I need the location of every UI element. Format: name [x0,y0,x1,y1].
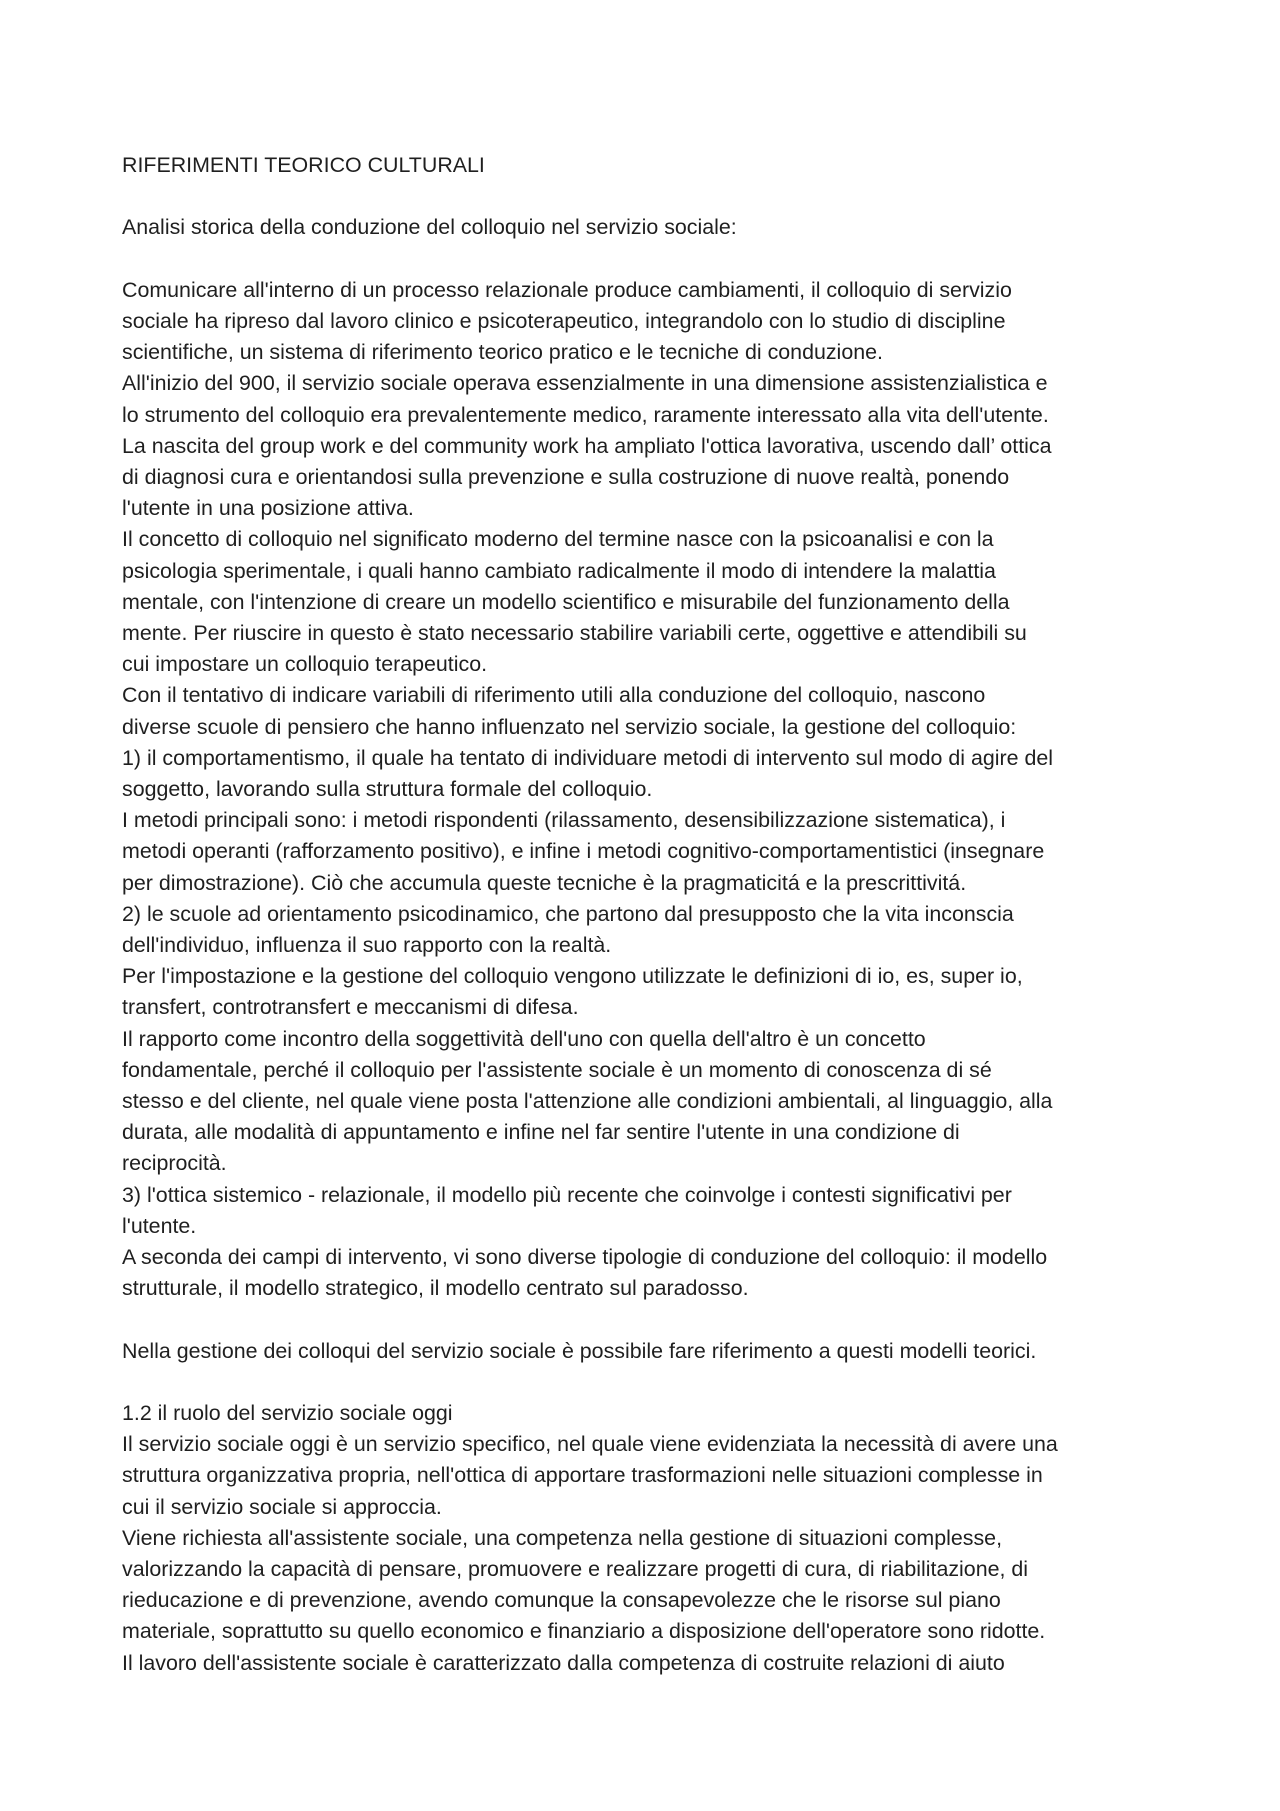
text-line: rieducazione e di prevenzione, avendo comunque la consapevolezze che le risorse sul piano [122,1588,1001,1613]
section-2-body [122,1429,1182,1679]
text-line: La nascita del group work e del community work ha ampliato l'ottica lavorativa, uscendo dall’ ottica [122,433,1052,458]
text-line: mentale, con l'intenzione di creare un modello scientifico e misurabile del funzionamento della [122,589,1010,614]
text-line: sociale ha ripreso dal lavoro clinico e psicoterapeutico, integrandolo con lo studio di discipline [122,308,1006,333]
text-line: Viene richiesta all'assistente sociale, una competenza nella gestione di situazioni complesse, [122,1525,1003,1550]
text-line: A seconda dei campi di intervento, vi sono diverse tipologie di conduzione del colloquio: il modello [122,1245,1048,1270]
spacer [122,181,1182,212]
text-line: stesso e del cliente, nel quale viene posta l'attenzione alle condizioni ambientali, al linguaggio, alla [122,1089,1053,1114]
text-line: Il servizio sociale oggi è un servizio specifico, nel quale viene evidenziata la necessità di avere una [122,1432,1058,1457]
text-line: metodi operanti (rafforzamento positivo), e infine i metodi cognitivo-comportamentistici (insegnare [122,839,1045,864]
text-line: Con il tentativo di indicare variabili di riferimento utili alla conduzione del colloquio, nascono [122,683,986,708]
text-line: per dimostrazione). Ciò che accumula queste tecniche è la pragmaticitá e la prescrittivitá. [122,870,967,895]
section-1-body [122,275,1182,1305]
text-line: 3) l'ottica sistemico - relazionale, il modello più recente che coinvolge i contesti significativi per [122,1182,1012,1207]
text-line: strutturale, il modello strategico, il modello centrato sul paradosso. [122,1276,749,1301]
document-title: RIFERIMENTI TEORICO CULTURALI [122,153,485,177]
summary-line: Nella gestione dei colloqui del servizio sociale è possibile fare riferimento a questi modelli teorici. [122,1338,1037,1363]
text-line: 2) le scuole ad orientamento psicodinamico, che partono dal presupposto che la vita inconscia [122,901,1014,926]
spacer [122,1367,1182,1398]
text-line: cui il servizio sociale si approccia. [122,1494,442,1519]
text-line: l'utente. [122,1213,197,1238]
text-line: scientifiche, un sistema di riferimento teorico pratico e le tecniche di conduzione. [122,340,883,365]
spacer [122,1304,1182,1335]
text-line: l'utente in una posizione attiva. [122,496,414,521]
text-line: diverse scuole di pensiero che hanno influenzato nel servizio sociale, la gestione del colloquio: [122,714,1017,739]
text-line: psicologia sperimentale, i quali hanno cambiato radicalmente il modo di intendere la malattia [122,558,996,583]
text-line: soggetto, lavorando sulla struttura formale del colloquio. [122,777,653,802]
text-line: Comunicare all'interno di un processo relazionale produce cambiamenti, il colloquio di servizio [122,277,1012,302]
text-line: transfert, controtransfert e meccanismi di difesa. [122,995,579,1020]
text-line: 1) il comportamentismo, il quale ha tentato di individuare metodi di intervento sul modo di agire del [122,745,1053,770]
text-line: lo strumento del colloquio era prevalentemente medico, raramente interessato alla vita dell'utente. [122,402,1049,427]
text-line: All'inizio del 900, il servizio sociale operava essenzialmente in una dimensione assistenzialistica e [122,371,1048,396]
text-line: Il lavoro dell'assistente sociale è caratterizzato dalla competenza di costruite relazioni di aiuto [122,1650,1005,1675]
text-line: I metodi principali sono: i metodi rispondenti (rilassamento, desensibilizzazione sistematica), i [122,808,1006,833]
document-subtitle: Analisi storica della conduzione del colloquio nel servizio sociale: [122,215,737,240]
document-body [122,150,1182,1679]
text-line: durata, alle modalità di appuntamento e infine nel far sentire l'utente in una condizione di [122,1120,960,1145]
text-line: Per l'impostazione e la gestione del colloquio vengono utilizzate le definizioni di io, es, super io, [122,964,1023,989]
text-line: valorizzando la capacità di pensare, promuovere e realizzare progetti di cura, di riabilitazione, di [122,1557,1029,1582]
text-line: di diagnosi cura e orientandosi sulla prevenzione e sulla costruzione di nuove realtà, ponendo [122,465,1010,489]
text-line: mente. Per riuscire in questo è stato necessario stabilire variabili certe, oggettive e attendibili su [122,621,1027,646]
text-line: Il concetto di colloquio nel significato moderno del termine nasce con la psicoanalisi e con la [122,527,994,552]
text-line: materiale, soprattutto su quello economico e finanziario a disposizione dell'operatore sono ridotte. [122,1619,1046,1644]
section-2-heading: 1.2 il ruolo del servizio sociale oggi [122,1401,453,1426]
text-line: cui impostare un colloquio terapeutico. [122,652,488,677]
text-line: struttura organizzativa propria, nell'ottica di apportare trasformazioni nelle situazioni complesse in [122,1463,1043,1488]
text-line: Il rapporto come incontro della soggettività dell'uno con quella dell'altro è un concetto [122,1026,926,1051]
text-line: fondamentale, perché il colloquio per l'assistente sociale è un momento di conoscenza di sé [122,1057,992,1082]
text-line: reciprocità. [122,1151,227,1176]
spacer [122,244,1182,275]
text-line: dell'individuo, influenza il suo rapporto con la realtà. [122,933,612,958]
